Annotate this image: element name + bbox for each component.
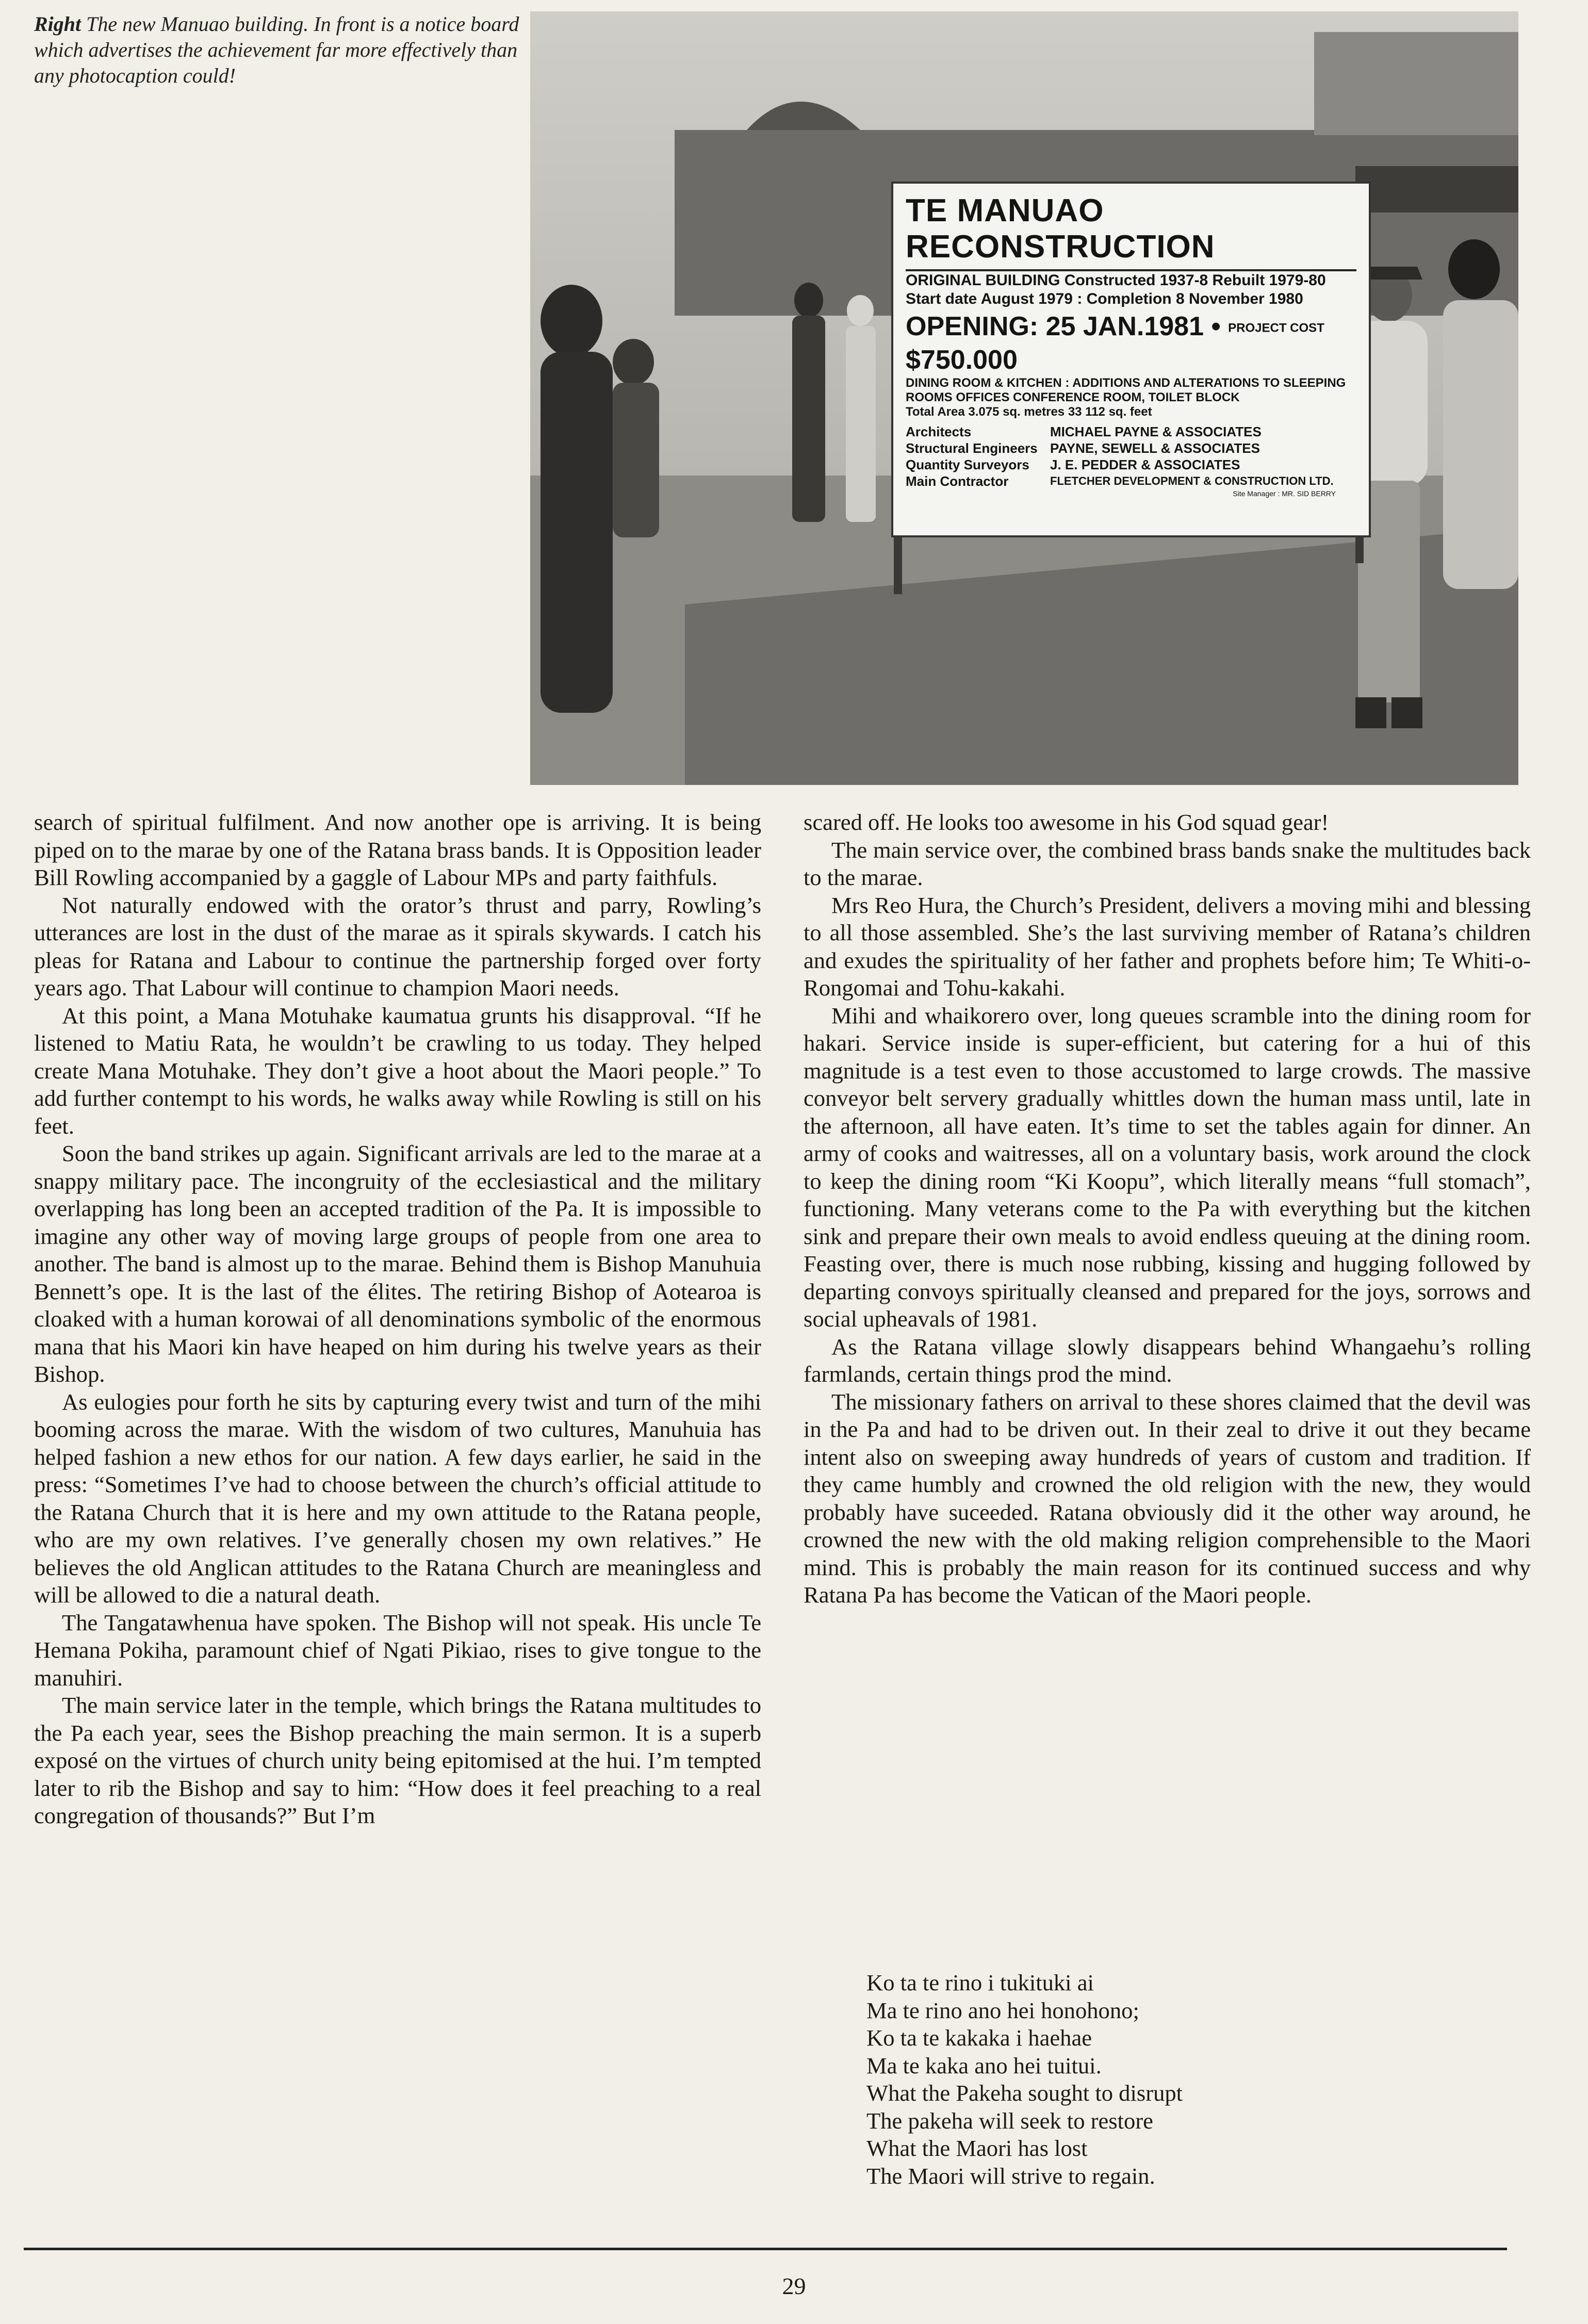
sign-credit-name: MICHAEL PAYNE & ASSOCIATES	[1050, 424, 1262, 440]
sign-credit-row	[906, 423, 1356, 440]
sign-original-building: ORIGINAL BUILDING Constructed 1937-8 Rebuilt 1979-80	[906, 272, 1326, 289]
footer-rule	[24, 2248, 1507, 2250]
sign-opening-date: OPENING: 25 JAN.1981 •	[906, 312, 1221, 341]
caption-lead: Right	[34, 12, 81, 36]
sign-credit-role: Main Contractor	[906, 473, 1009, 489]
sign-area: Total Area 3.075 sq. metres 33 112 sq. feet	[906, 405, 1152, 419]
sign-start-date: Start date August 1979 : Completion 8 November 1980	[906, 290, 1303, 307]
poem-line: What the Maori has lost	[866, 2135, 1088, 2161]
paragraph: Not naturally endowed with the orator’s thrust and parry, Rowling’s utterances are lost in the dust of the marae as it spirals skywards. I catch his pleas for Ratana and Labour to continue the partnership forged over forty years ago. That Labour will continue to champion Maori needs.	[34, 892, 761, 1001]
sign-credit-role: Structural Engineers	[906, 440, 1038, 456]
sign-credit-role: Quantity Surveyors	[906, 457, 1029, 473]
reconstruction-notice-board	[891, 182, 1371, 537]
photo-manuao-building	[530, 11, 1518, 785]
poem-line: Ma te kaka ano hei tuitui.	[866, 2052, 1102, 2078]
sign-cost-label: PROJECT COST	[1228, 321, 1324, 335]
paragraph: The main service later in the temple, which brings the Ratana multitudes to the Pa each year, sees the Bishop preaching the main sermon. It is a superb exposé on the virtues of church unity being epitomised at the hui. I’m tempted later to rib the Bishop and say to him: “How does it feel preaching to a real congregation of thousands?” But I’m	[34, 1692, 761, 1828]
paragraph: Soon the band strikes up again. Significant arrivals are led to the marae at a snappy military pace. The incongruity of the ecclesiastical and the military overlapping has long been an accepted tradition of the Pa. It is impossible to imagine any other way of moving large groups of people from one area to another. The band is almost up to the marae. Behind them is Bishop Manuhuia Bennett’s ope. It is the last of the élites. The retiring Bishop of Aotearoa is cloaked with a human korowai of all denominations symbolic of the enormous mana that his Maori kin have heaped on him during his twelve years as their Bishop.	[34, 1140, 761, 1387]
sign-scope: DINING ROOM & KITCHEN : ADDITIONS AND ALTERATIONS TO SLEEPING ROOMS OFFICES CONFERENCE ROOM, TOILET BLOCK	[906, 376, 1346, 405]
sign-credit-row	[906, 456, 1356, 473]
caption-text: The new Manuao building. In front is a notice board which advertises the achievement far more effectively than any photocaption could!	[34, 12, 519, 87]
poem-line: Ma te rino ano hei honohono;	[866, 1997, 1139, 2023]
sign-credit-name: J. E. PEDDER & ASSOCIATES	[1050, 457, 1240, 473]
sign-credit-role: Architects	[906, 424, 972, 440]
closing-poem	[866, 1969, 1183, 2190]
photo-caption	[34, 11, 550, 89]
poem-line: The Maori will strive to regain.	[866, 2163, 1155, 2189]
right-column	[804, 809, 1531, 1609]
poem-line: Ko ta te kakaka i haehae	[866, 2025, 1092, 2051]
sign-site-manager: Site Manager : MR. SID BERRY	[1233, 489, 1336, 498]
sign-credit-row	[906, 473, 1356, 489]
paragraph: The missionary fathers on arrival to these shores claimed that the devil was in the Pa and had to be driven out. In their zeal to drive it out they became intent also on sweeping away hundreds of years of custom and tradition. If they came humbly and crowned the old religion with the new, they would probably have suceeded. Ratana obviously did it the other way around, he crowned the new with the old making religion comprehensible to the Maori mind. This is probably the main reason for its continued success and why Ratana Pa has become the Vatican of the Maori people.	[804, 1388, 1531, 1608]
paragraph: As eulogies pour forth he sits by capturing every twist and turn of the mihi booming across the marae. With the wisdom of two cultures, Manuhuia has helped fashion a new ethos for our nation. A few days earlier, he said in the press: “Sometimes I’ve had to choose between the church’s official attitude to the Ratana Church that it is here and my own attitude to the Ratana people, who are my own relatives. I’ve generally chosen my own relatives.” He believes the old Anglican attitudes to the Ratana Church are meaningless and will be allowed to die a natural death.	[34, 1388, 761, 1608]
paragraph: Mrs Reo Hura, the Church’s President, delivers a moving mihi and blessing to all those assembled. She’s the last surviving member of Ratana’s children and exudes the spirituality of her father and prophets before him; Te Whiti-o-Rongomai and Tohu-kakahi.	[804, 892, 1531, 1001]
sign-credit-row	[906, 440, 1356, 456]
sign-title: TE MANUAO RECONSTRUCTION	[906, 193, 1356, 271]
sign-opening	[906, 310, 1356, 376]
poem-line: The pakeha will seek to restore	[866, 2107, 1153, 2134]
paragraph: The main service over, the combined brass bands snake the multitudes back to the marae.	[804, 837, 1531, 890]
sign-credit-name: PAYNE, SEWELL & ASSOCIATES	[1050, 440, 1260, 456]
paragraph: At this point, a Mana Motuhake kaumatua grunts his disapproval. “If he listened to Matiu Rata, he wouldn’t be crawling to us today. They helped create Mana Motuhake. They don’t give a hoot about the Maori people.” To add further contempt to his words, he walks away while Rowling is still on his feet.	[34, 1002, 761, 1139]
left-column	[34, 809, 761, 1830]
poem-line: Ko ta te rino i tukituki ai	[866, 1970, 1094, 1995]
paragraph: The Tangatawhenua have spoken. The Bishop will not speak. His uncle Te Hemana Pokiha, paramount chief of Ngati Pikiao, rises to give tongue to the manuhiri.	[34, 1609, 761, 1691]
sign-credit-name: FLETCHER DEVELOPMENT & CONSTRUCTION LTD.	[1050, 474, 1334, 488]
paragraph: scared off. He looks too awesome in his God squad gear!	[804, 809, 1329, 835]
page-number: 29	[782, 2273, 806, 2299]
poem-line: What the Pakeha sought to disrupt	[866, 2080, 1183, 2106]
paragraph: search of spiritual fulfilment. And now another ope is arriving. It is being piped on to the marae by one of the Ratana brass bands. It is Opposition leader Bill Rowling accompanied by a gaggle of Labour MPs and party faithfuls.	[34, 809, 761, 890]
paragraph: Mihi and whaikorero over, long queues scramble into the dining room for hakari. Service inside is super-efficient, but catering for a hui of this magnitude is a test even to those accustomed to large crowds. The massive conveyor belt servery gradually whittles down the human mass until, late in the afternoon, all have eaten. It’s time to set the tables again for dinner. An army of cooks and waitresses, all on a voluntary basis, work around the clock to keep the dining room “Ki Koopu”, which literally means “full stomach”, functioning. Many veterans come to the Pa with everything but the kitchen sink and prepare their own meals to avoid endless queuing at the dining room. Feasting over, there is much nose rubbing, kissing and hugging followed by departing convoys spiritually cleansed and prepared for the joys, sorrows and social upheavals of 1981.	[804, 1002, 1531, 1332]
paragraph: As the Ratana village slowly disappears behind Whangaehu’s rolling farmlands, certain things prod the mind.	[804, 1333, 1531, 1387]
sign-cost: $750.000	[906, 345, 1018, 375]
